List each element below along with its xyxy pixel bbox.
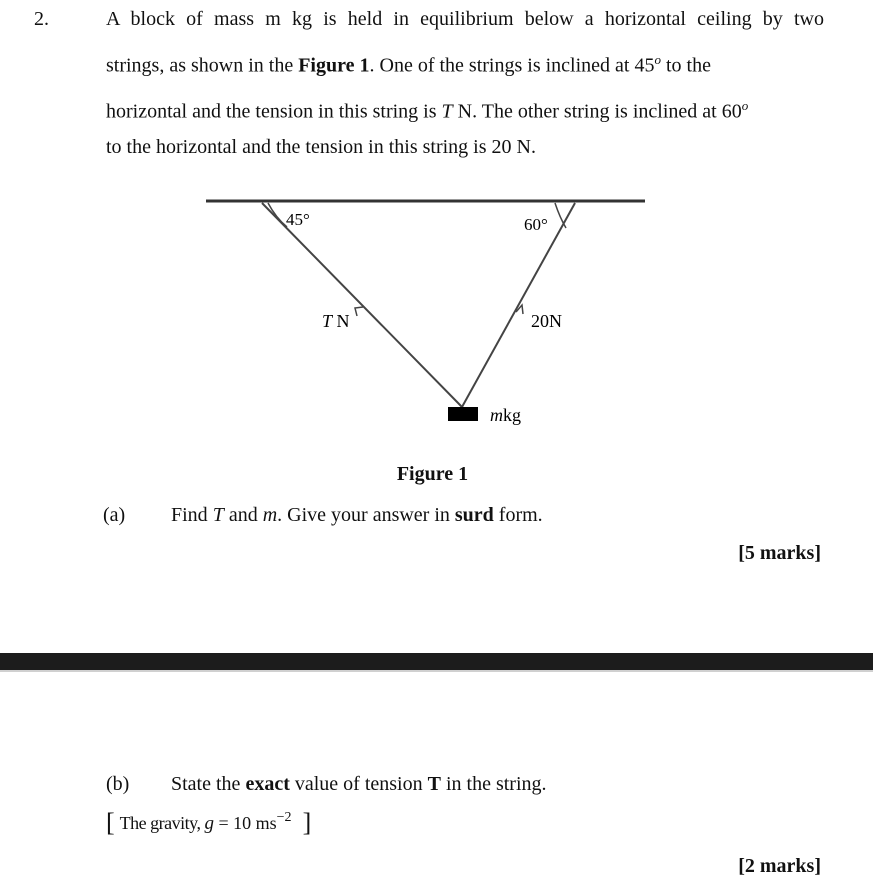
part-b-label: (b): [106, 773, 130, 795]
mass-label: [490, 405, 521, 425]
part-a-text-2: and: [223, 504, 263, 526]
tension-left-unit: N: [336, 311, 350, 331]
gravity-var: g: [204, 813, 214, 834]
angle-arc-left: [268, 203, 287, 227]
gravity-note: [106, 808, 311, 838]
tension-left-var: T: [322, 311, 333, 331]
gravity-close-bracket: ]: [302, 808, 312, 837]
line3-text-a: horizontal and the tension in this string is: [106, 100, 442, 123]
figure-caption: Figure 1: [396, 463, 469, 485]
part-b-text-3: in the string.: [440, 773, 547, 795]
right-string: [462, 203, 575, 407]
tension-variable: T: [441, 100, 453, 123]
tension-label-right: 20N: [531, 311, 562, 331]
line2-text-c: to the: [660, 54, 711, 77]
mass-unit: kg: [503, 405, 521, 425]
degree-mark-2: o: [741, 98, 749, 113]
question-number: 2.: [34, 8, 49, 30]
gravity-text: The gravity,: [119, 813, 205, 833]
gravity-eq: = 10 ms: [213, 813, 277, 833]
angle-arc-right: [555, 203, 566, 228]
part-a-marks: [5 marks]: [738, 542, 821, 564]
tension-arrow-left: [355, 307, 363, 316]
part-a-label: (a): [103, 504, 126, 526]
degree-mark: o: [654, 52, 661, 67]
part-b-text-2: value of tension: [289, 773, 428, 795]
left-string: [262, 203, 462, 407]
part-b-marks: [2 marks]: [738, 855, 821, 877]
gravity-open-bracket: [: [106, 808, 115, 837]
page-divider-band: [0, 653, 873, 672]
line3-text-b: N. The other string is inclined at: [452, 100, 722, 123]
part-a-text-1: Find: [171, 504, 213, 526]
tension-label-left: [322, 311, 350, 331]
angle-label-right: 60°: [524, 215, 548, 234]
line2-text-a: strings, as shown in the: [106, 54, 299, 77]
part-a-text: [171, 504, 543, 527]
part-b-bold-t: T: [427, 773, 441, 795]
part-a-bold: surd: [454, 504, 494, 526]
angle-label-left: 45°: [286, 210, 310, 229]
question-line-1: A block of mass m kg is held in equilibrium below a horizontal ceiling by two: [106, 8, 824, 30]
gravity-exponent: −2: [276, 810, 292, 825]
part-a-text-3: . Give your answer in: [277, 504, 455, 526]
angle-60-value: 60: [721, 100, 742, 123]
question-line-4: to the horizontal and the tension in this string is 20 N.: [106, 136, 536, 158]
mass-block: [448, 407, 478, 421]
part-a-text-4: form.: [493, 504, 543, 526]
part-b-text: [171, 773, 547, 796]
part-a-var-t: T: [212, 504, 224, 526]
part-a-var-m: m: [262, 504, 278, 526]
part-b-bold-exact: exact: [245, 773, 290, 795]
part-b-text-1: State the: [171, 773, 246, 795]
mass-var: m: [490, 405, 503, 425]
figure-reference: Figure 1: [298, 54, 370, 77]
line2-text-b: . One of the strings is inclined at: [369, 54, 635, 77]
angle-45-value: 45: [634, 54, 655, 77]
